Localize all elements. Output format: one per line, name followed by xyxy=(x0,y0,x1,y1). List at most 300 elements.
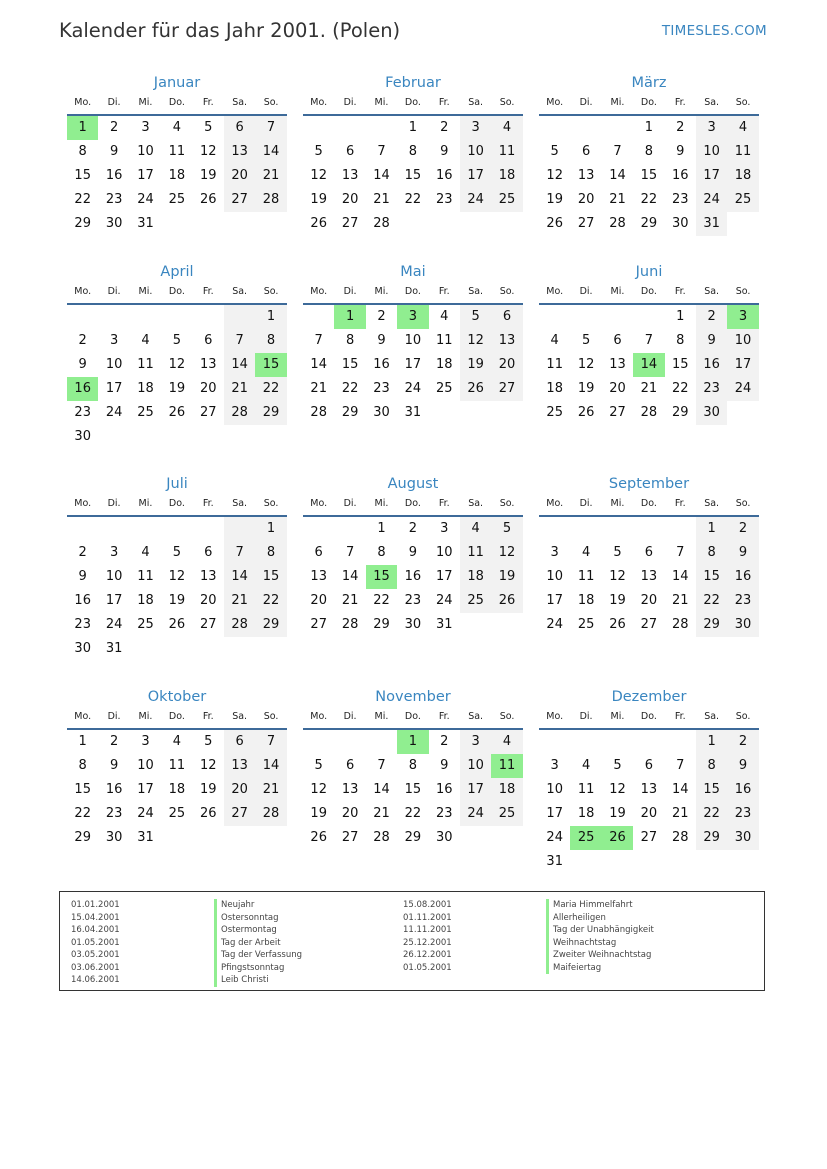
day-cell: 24 xyxy=(404,381,422,396)
day-cell: 30 xyxy=(727,826,758,850)
weekday-label: So. xyxy=(263,286,279,297)
day-cell: 16 xyxy=(373,357,390,372)
day-cell: 13 xyxy=(199,357,217,372)
weekday-label: Mi. xyxy=(610,498,625,509)
day-grid xyxy=(539,305,759,425)
month-september xyxy=(539,473,759,637)
day-cell: 22 xyxy=(404,192,422,207)
day-cell: 25 xyxy=(491,802,522,826)
day-cell: 22 xyxy=(74,192,91,207)
day-cell: 26 xyxy=(577,405,595,420)
empty-cell xyxy=(255,425,286,449)
day-cell: 3 xyxy=(550,545,559,560)
day-cell: 14 xyxy=(255,754,286,778)
week-row xyxy=(303,589,523,613)
day-cell: 7 xyxy=(676,758,685,773)
day-cell: 22 xyxy=(696,589,727,613)
empty-cell xyxy=(633,517,664,541)
day-cell: 30 xyxy=(404,617,422,632)
legend-date: 01.05.2001 xyxy=(403,962,452,973)
weekday-label: Fr. xyxy=(438,711,450,722)
day-cell: 7 xyxy=(224,541,255,565)
day-cell: 17 xyxy=(435,569,453,584)
day-cell: 2 xyxy=(727,730,758,754)
day-cell: 25 xyxy=(168,806,186,821)
day-cell: 19 xyxy=(199,782,217,797)
week-row xyxy=(67,589,287,613)
empty-cell xyxy=(633,850,664,874)
day-cell: 15 xyxy=(404,782,422,797)
day-cell: 14 xyxy=(224,353,255,377)
empty-cell xyxy=(727,401,758,425)
day-cell: 25 xyxy=(435,381,453,396)
day-cell: 15 xyxy=(74,168,91,183)
day-cell: 6 xyxy=(204,545,213,560)
day-cell: 9 xyxy=(109,758,119,773)
weekday-label: Mo. xyxy=(74,711,92,722)
empty-cell xyxy=(429,401,460,425)
week-row xyxy=(67,116,287,140)
day-cell: 28 xyxy=(255,188,286,212)
day-cell: 20 xyxy=(199,381,217,396)
day-cell: 17 xyxy=(105,593,123,608)
month-title: Mai xyxy=(400,264,426,280)
day-cell: 13 xyxy=(577,168,595,183)
day-cell: 23 xyxy=(727,802,758,826)
day-cell: 22 xyxy=(341,381,359,396)
day-cell: 9 xyxy=(440,758,449,773)
day-cell: 18 xyxy=(491,164,522,188)
day-cell: 21 xyxy=(671,593,689,608)
week-row xyxy=(67,778,287,802)
legend-holiday-name: Neujahr xyxy=(214,899,302,912)
week-row xyxy=(303,778,523,802)
holiday-legend xyxy=(59,891,765,991)
week-row xyxy=(539,850,759,874)
day-cell: 12 xyxy=(168,569,186,584)
week-row xyxy=(539,140,759,164)
day-cell: 9 xyxy=(696,329,727,353)
empty-cell xyxy=(539,305,570,329)
day-grid xyxy=(67,116,287,236)
empty-cell xyxy=(303,517,334,541)
day-cell: 30 xyxy=(671,216,689,231)
empty-cell xyxy=(193,637,224,661)
month-mai xyxy=(303,261,523,425)
day-cell: 8 xyxy=(78,758,87,773)
day-cell: 15 xyxy=(696,778,727,802)
day-cell: 13 xyxy=(640,782,658,797)
day-grid xyxy=(303,305,523,425)
day-cell: 1 xyxy=(255,517,286,541)
legend-holiday-name: Maifeiertag xyxy=(546,962,654,975)
empty-cell xyxy=(633,730,664,754)
week-row xyxy=(303,305,523,329)
day-cell: 4 xyxy=(491,730,522,754)
day-cell: 31 xyxy=(404,405,422,420)
week-row xyxy=(303,517,523,541)
page-title: Kalender für das Jahr 2001. (Polen) xyxy=(59,19,401,42)
empty-cell xyxy=(491,826,522,850)
week-row xyxy=(303,353,523,377)
day-cell: 9 xyxy=(78,569,87,584)
day-cell: 12 xyxy=(609,569,626,584)
day-cell: 7 xyxy=(224,329,255,353)
day-cell: 29 xyxy=(341,405,359,420)
weekday-header xyxy=(539,708,759,730)
weekday-header xyxy=(539,495,759,517)
day-cell: 26 xyxy=(491,589,522,613)
day-cell: 31 xyxy=(137,216,154,231)
day-cell: 16 xyxy=(671,168,689,183)
day-cell: 4 xyxy=(550,333,559,348)
weekday-label: Fr. xyxy=(674,286,686,297)
day-cell: 20 xyxy=(224,778,255,802)
weekday-label: Sa. xyxy=(232,498,248,509)
day-cell: 16 xyxy=(727,778,758,802)
empty-cell xyxy=(460,401,491,425)
day-cell: 5 xyxy=(613,758,622,773)
month-juni xyxy=(539,261,759,425)
empty-cell xyxy=(570,116,601,140)
week-row xyxy=(539,778,759,802)
day-cell: 11 xyxy=(460,541,491,565)
week-row xyxy=(539,188,759,212)
day-cell: 30 xyxy=(74,641,91,656)
day-cell: 6 xyxy=(204,333,213,348)
day-cell: 14 xyxy=(373,168,390,183)
week-row xyxy=(67,425,287,449)
week-row xyxy=(67,637,287,661)
day-cell: 17 xyxy=(460,164,491,188)
day-cell: 25 xyxy=(577,617,595,632)
week-row xyxy=(539,164,759,188)
day-cell: 11 xyxy=(491,140,522,164)
weekday-label: Do. xyxy=(404,97,421,108)
holiday-day: 1 xyxy=(67,116,98,140)
empty-cell xyxy=(224,305,255,329)
day-cell: 25 xyxy=(168,192,186,207)
day-cell: 27 xyxy=(640,830,658,845)
empty-cell xyxy=(397,212,428,236)
legend-date: 01.11.2001 xyxy=(403,912,452,923)
month-title: Februar xyxy=(385,75,441,91)
empty-cell xyxy=(224,425,255,449)
weekday-label: Di. xyxy=(343,711,357,722)
empty-cell xyxy=(67,305,98,329)
day-cell: 21 xyxy=(224,377,255,401)
day-cell: 29 xyxy=(255,613,286,637)
day-cell: 11 xyxy=(577,782,595,797)
day-cell: 1 xyxy=(696,730,727,754)
week-row xyxy=(67,188,287,212)
day-cell: 10 xyxy=(404,333,422,348)
day-cell: 5 xyxy=(314,144,323,159)
day-cell: 6 xyxy=(581,144,591,159)
empty-cell xyxy=(161,305,192,329)
week-row xyxy=(67,754,287,778)
empty-cell xyxy=(224,637,255,661)
day-cell: 27 xyxy=(341,216,359,231)
week-row xyxy=(539,565,759,589)
day-grid xyxy=(67,517,287,661)
day-cell: 20 xyxy=(491,353,522,377)
month-title: März xyxy=(631,75,667,91)
day-cell: 15 xyxy=(255,565,286,589)
day-cell: 7 xyxy=(377,758,386,773)
day-cell: 5 xyxy=(172,333,181,348)
day-cell: 24 xyxy=(460,802,491,826)
day-grid xyxy=(539,517,759,637)
weekday-label: Di. xyxy=(579,711,593,722)
day-cell: 2 xyxy=(676,120,685,135)
day-cell: 24 xyxy=(696,188,727,212)
legend-date: 16.04.2001 xyxy=(71,925,120,935)
weekday-label: Mi. xyxy=(138,97,153,108)
day-cell: 6 xyxy=(345,758,355,773)
day-cell: 25 xyxy=(546,405,563,420)
empty-cell xyxy=(193,212,224,236)
day-cell: 19 xyxy=(310,806,327,821)
weekday-label: So. xyxy=(735,97,751,108)
day-cell: 6 xyxy=(314,545,323,560)
day-cell: 4 xyxy=(172,734,181,749)
empty-cell xyxy=(255,826,286,850)
day-cell: 16 xyxy=(435,168,453,183)
week-row xyxy=(303,802,523,826)
day-cell: 10 xyxy=(460,754,491,778)
day-cell: 23 xyxy=(727,589,758,613)
day-cell: 21 xyxy=(373,806,390,821)
day-cell: 16 xyxy=(105,168,123,183)
day-cell: 26 xyxy=(609,617,626,632)
day-cell: 20 xyxy=(341,192,359,207)
weekday-label: Sa. xyxy=(704,498,720,509)
weekday-label: So. xyxy=(499,97,515,108)
day-cell: 27 xyxy=(224,188,255,212)
weekday-label: Mo. xyxy=(310,97,328,108)
empty-cell xyxy=(633,305,664,329)
week-row xyxy=(303,140,523,164)
day-cell: 8 xyxy=(676,333,685,348)
week-row xyxy=(303,401,523,425)
weekday-label: Do. xyxy=(404,498,421,509)
weekday-label: Di. xyxy=(579,97,593,108)
empty-cell xyxy=(98,425,129,449)
weekday-label: Fr. xyxy=(202,498,214,509)
week-row xyxy=(539,754,759,778)
day-cell: 5 xyxy=(613,545,622,560)
day-cell: 16 xyxy=(696,353,727,377)
day-cell: 6 xyxy=(491,305,522,329)
empty-cell xyxy=(460,212,491,236)
week-row xyxy=(303,826,523,850)
week-row xyxy=(303,329,523,353)
day-cell: 9 xyxy=(78,357,87,372)
legend-dates-right xyxy=(403,899,452,974)
empty-cell xyxy=(130,425,161,449)
empty-cell xyxy=(161,425,192,449)
legend-date: 15.04.2001 xyxy=(71,912,120,923)
legend-date: 26.12.2001 xyxy=(403,950,452,960)
day-cell: 24 xyxy=(105,405,123,420)
day-cell: 28 xyxy=(224,401,255,425)
day-cell: 5 xyxy=(550,144,559,159)
legend-holiday-name: Weihnachtstag xyxy=(546,937,654,950)
day-cell: 24 xyxy=(137,192,154,207)
empty-cell xyxy=(303,116,334,140)
holiday-day: 15 xyxy=(366,565,397,589)
day-cell: 22 xyxy=(74,806,91,821)
legend-holiday-name: Ostersonntag xyxy=(214,912,302,925)
empty-cell xyxy=(460,826,491,850)
empty-cell xyxy=(602,116,633,140)
empty-cell xyxy=(193,517,224,541)
day-cell: 22 xyxy=(640,192,658,207)
legend-date: 11.11.2001 xyxy=(403,925,452,935)
day-cell: 26 xyxy=(199,192,217,207)
empty-cell xyxy=(98,305,129,329)
month-title: November xyxy=(375,689,451,705)
week-row xyxy=(303,541,523,565)
day-cell: 8 xyxy=(255,329,286,353)
empty-cell xyxy=(602,730,633,754)
day-cell: 21 xyxy=(255,778,286,802)
week-row xyxy=(539,613,759,637)
day-cell: 21 xyxy=(224,589,255,613)
day-cell: 22 xyxy=(404,806,422,821)
day-cell: 29 xyxy=(671,405,689,420)
day-cell: 26 xyxy=(168,617,186,632)
weekday-label: Mo. xyxy=(74,498,92,509)
legend-date: 14.06.2001 xyxy=(71,975,120,985)
month-title: Juli xyxy=(166,476,188,492)
legend-date: 03.06.2001 xyxy=(71,962,120,973)
day-cell: 9 xyxy=(440,144,449,159)
week-row xyxy=(67,164,287,188)
weekday-label: Di. xyxy=(579,498,593,509)
day-cell: 8 xyxy=(255,541,286,565)
day-cell: 28 xyxy=(609,216,626,231)
day-cell: 24 xyxy=(546,617,563,632)
day-cell: 10 xyxy=(727,329,758,353)
weekday-label: Sa. xyxy=(704,711,720,722)
weekday-label: Mi. xyxy=(610,97,625,108)
weekday-header xyxy=(303,495,523,517)
week-row xyxy=(539,802,759,826)
day-cell: 12 xyxy=(609,782,626,797)
day-cell: 10 xyxy=(105,569,123,584)
day-cell: 13 xyxy=(224,754,255,778)
week-row xyxy=(539,305,759,329)
weekday-label: Mo. xyxy=(546,711,564,722)
day-cell: 21 xyxy=(373,192,390,207)
week-row xyxy=(539,589,759,613)
day-cell: 5 xyxy=(491,517,522,541)
day-cell: 29 xyxy=(255,401,286,425)
day-cell: 2 xyxy=(109,120,119,135)
day-cell: 1 xyxy=(676,309,685,324)
day-cell: 29 xyxy=(696,613,727,637)
day-cell: 13 xyxy=(224,140,255,164)
weekday-header xyxy=(539,94,759,116)
weekday-label: Mi. xyxy=(374,498,389,509)
day-cell: 23 xyxy=(435,806,453,821)
day-cell: 28 xyxy=(671,830,689,845)
day-cell: 20 xyxy=(640,593,658,608)
day-cell: 15 xyxy=(341,357,359,372)
legend-holiday-name: Ostermontag xyxy=(214,924,302,937)
weekday-header xyxy=(67,495,287,517)
day-cell: 29 xyxy=(373,617,390,632)
empty-cell xyxy=(491,613,522,637)
day-cell: 7 xyxy=(345,545,355,560)
day-cell: 21 xyxy=(310,381,327,396)
day-cell: 18 xyxy=(168,782,186,797)
day-cell: 16 xyxy=(727,565,758,589)
day-cell: 30 xyxy=(105,830,123,845)
day-cell: 18 xyxy=(435,357,453,372)
weekday-label: Sa. xyxy=(232,286,248,297)
day-cell: 26 xyxy=(460,377,491,401)
day-cell: 11 xyxy=(577,569,595,584)
day-cell: 2 xyxy=(727,517,758,541)
day-grid xyxy=(539,730,759,874)
month-november xyxy=(303,686,523,850)
day-cell: 13 xyxy=(199,569,217,584)
day-cell: 28 xyxy=(640,405,658,420)
holiday-day: 16 xyxy=(67,377,98,401)
month-juli xyxy=(67,473,287,661)
day-cell: 24 xyxy=(105,617,123,632)
legend-dates-left xyxy=(71,899,120,987)
weekday-label: Fr. xyxy=(438,498,450,509)
day-cell: 11 xyxy=(435,333,453,348)
legend-holiday-name: Tag der Arbeit xyxy=(214,937,302,950)
day-cell: 10 xyxy=(105,357,123,372)
week-row xyxy=(67,212,287,236)
day-cell: 28 xyxy=(341,617,359,632)
day-cell: 6 xyxy=(224,730,255,754)
day-cell: 21 xyxy=(341,593,359,608)
day-cell: 18 xyxy=(727,164,758,188)
day-cell: 5 xyxy=(204,734,213,749)
day-cell: 29 xyxy=(640,216,658,231)
day-cell: 6 xyxy=(644,545,653,560)
empty-cell xyxy=(67,517,98,541)
empty-cell xyxy=(334,730,365,754)
day-cell: 7 xyxy=(644,333,653,348)
day-cell: 3 xyxy=(440,521,449,536)
holiday-day: 1 xyxy=(334,305,365,329)
weekday-label: Sa. xyxy=(232,711,248,722)
day-cell: 18 xyxy=(577,593,595,608)
day-cell: 10 xyxy=(696,140,727,164)
day-cell: 7 xyxy=(613,144,622,159)
day-cell: 5 xyxy=(172,545,181,560)
holiday-day: 3 xyxy=(727,305,758,329)
day-cell: 12 xyxy=(199,144,217,159)
week-row xyxy=(303,754,523,778)
day-cell: 31 xyxy=(105,641,123,656)
month-title: September xyxy=(608,476,690,492)
brand-link[interactable]: TIMESLES.COM xyxy=(661,23,767,39)
week-row xyxy=(303,565,523,589)
weekday-label: Mo. xyxy=(546,286,564,297)
week-row xyxy=(67,826,287,850)
day-cell: 24 xyxy=(137,806,154,821)
month-januar xyxy=(67,72,287,236)
